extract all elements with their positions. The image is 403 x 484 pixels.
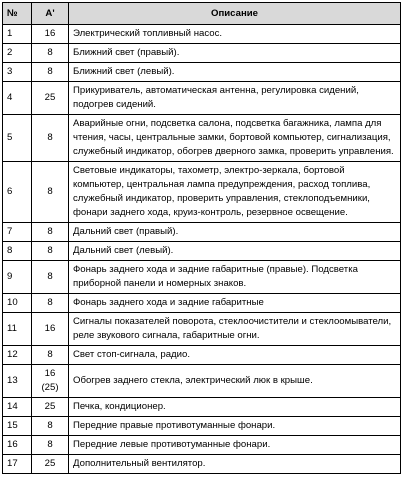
fuse-description: Прикуриватель, автоматическая антенна, регулировка сидений, подогрев сидений. <box>69 82 401 115</box>
table-row <box>3 44 401 63</box>
fuse-description: Обогрев заднего стекла, электрический люк в крыше. <box>69 365 401 398</box>
table-body <box>3 25 401 474</box>
table-row <box>3 242 401 261</box>
table-row <box>3 115 401 162</box>
fuse-number: 11 <box>3 313 32 346</box>
table-row <box>3 417 401 436</box>
table-row <box>3 82 401 115</box>
fuse-description: Дальний свет (правый). <box>69 223 401 242</box>
table-row <box>3 294 401 313</box>
fuse-description: Передние правые противотуманные фонари. <box>69 417 401 436</box>
fuse-number: 17 <box>3 455 32 474</box>
fuse-number: 1 <box>3 25 32 44</box>
table-row <box>3 25 401 44</box>
fuse-amperage: 8 <box>32 436 69 455</box>
fuse-amperage: 25 <box>32 82 69 115</box>
fuse-number: 5 <box>3 115 32 162</box>
fuse-amperage: 8 <box>32 417 69 436</box>
fuse-amperage: 8 <box>32 346 69 365</box>
table-row <box>3 63 401 82</box>
fuse-number: 6 <box>3 162 32 223</box>
fuse-description: Аварийные огни, подсветка салона, подсветка багажника, лампа для чтения, часы, центральные замки, бортовой компьютер, сигнализация, служебный индикатор, обогрев дверного замка, проверить управления. <box>69 115 401 162</box>
fuse-table <box>2 2 401 474</box>
table-row <box>3 365 401 398</box>
fuse-number: 16 <box>3 436 32 455</box>
fuse-description: Ближний свет (левый). <box>69 63 401 82</box>
fuse-description: Дополнительный вентилятор. <box>69 455 401 474</box>
fuse-number: 15 <box>3 417 32 436</box>
fuse-description: Печка, кондиционер. <box>69 398 401 417</box>
fuse-amperage: 8 <box>32 162 69 223</box>
fuse-amperage: 16 <box>32 25 69 44</box>
fuse-number: 9 <box>3 261 32 294</box>
fuse-description: Свет стоп-сигнала, радио. <box>69 346 401 365</box>
fuse-number: 3 <box>3 63 32 82</box>
fuse-amperage: 8 <box>32 63 69 82</box>
table-header-row <box>3 3 401 25</box>
fuse-amperage: 16 <box>32 313 69 346</box>
fuse-description: Сигналы показателей поворота, стеклоочистители и стеклоомыватели, реле звукового сигнала, габаритные огни. <box>69 313 401 346</box>
fuse-amperage: 8 <box>32 44 69 63</box>
fuse-description: Фонарь заднего хода и задние габаритные <box>69 294 401 313</box>
fuse-number: 12 <box>3 346 32 365</box>
fuse-amperage: 25 <box>32 398 69 417</box>
fuse-number: 8 <box>3 242 32 261</box>
table-row <box>3 346 401 365</box>
table-row <box>3 436 401 455</box>
fuse-amperage: 8 <box>32 115 69 162</box>
fuse-amperage: 8 <box>32 223 69 242</box>
fuse-number: 14 <box>3 398 32 417</box>
table-row <box>3 313 401 346</box>
fuse-description: Световые индикаторы, тахометр, электро-зеркала, бортовой компьютер, центральная лампа предупреждения, расход топлива, служебный индикатор, проверить управления, стеклоподъемники, фонари заднего хода, круиз-контроль, резервное освещение. <box>69 162 401 223</box>
fuse-description: Передние левые противотуманные фонари. <box>69 436 401 455</box>
fuse-amperage: 16 (25) <box>32 365 69 398</box>
table-row <box>3 398 401 417</box>
table-row <box>3 162 401 223</box>
header-number: № <box>3 3 32 25</box>
fuse-description: Фонарь заднего хода и задние габаритные (правые). Подсветка приборной панели и номерных знаков. <box>69 261 401 294</box>
fuse-table-container <box>2 2 400 474</box>
fuse-amperage: 8 <box>32 242 69 261</box>
fuse-number: 10 <box>3 294 32 313</box>
fuse-amperage: 8 <box>32 294 69 313</box>
fuse-number: 2 <box>3 44 32 63</box>
header-description: Описание <box>69 3 401 25</box>
table-row <box>3 261 401 294</box>
fuse-description: Ближний свет (правый). <box>69 44 401 63</box>
fuse-description: Дальний свет (левый). <box>69 242 401 261</box>
table-row <box>3 223 401 242</box>
fuse-number: 7 <box>3 223 32 242</box>
fuse-number: 13 <box>3 365 32 398</box>
table-row <box>3 455 401 474</box>
fuse-number: 4 <box>3 82 32 115</box>
fuse-amperage: 8 <box>32 261 69 294</box>
header-amperage: A' <box>32 3 69 25</box>
fuse-amperage: 25 <box>32 455 69 474</box>
fuse-description: Электрический топливный насос. <box>69 25 401 44</box>
